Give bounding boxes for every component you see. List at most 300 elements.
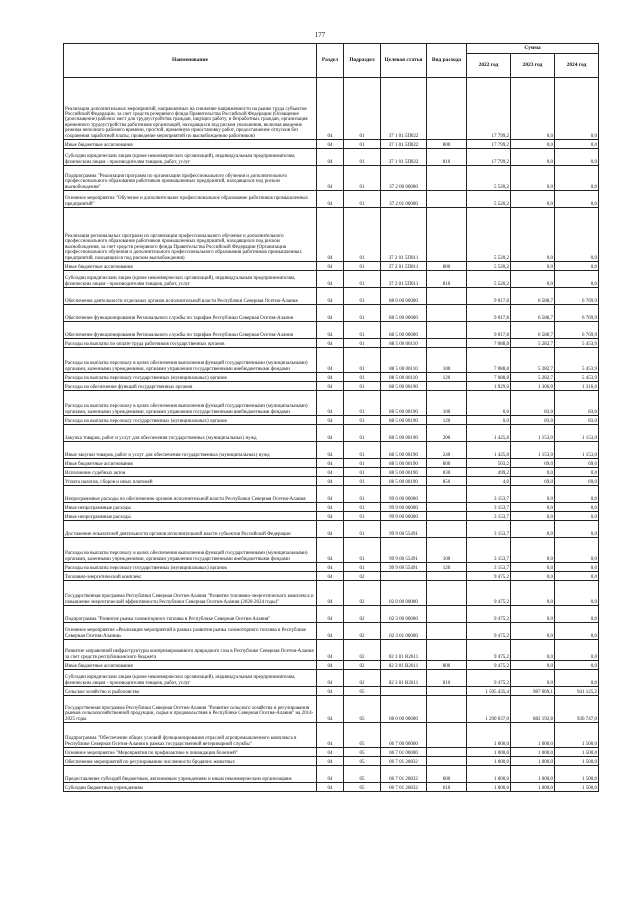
row-section: 04: [317, 696, 344, 723]
row-target: 88 5 00 00000: [381, 322, 427, 339]
row-name: Иные непрограммные расходы: [64, 503, 317, 512]
row-subsection: 02: [344, 572, 381, 581]
row-expense-type: [427, 191, 467, 208]
row-section: 04: [317, 521, 344, 538]
row-expense-type: [427, 305, 467, 322]
table-row: [64, 442, 599, 459]
row-2022: 17 799,2: [467, 78, 511, 140]
row-expense-type: 800: [427, 140, 467, 149]
row-2023: 987 669,1: [511, 687, 555, 696]
row-section: 04: [317, 783, 344, 792]
row-expense-type: [427, 486, 467, 503]
row-2022: 1 000,0: [467, 748, 511, 757]
row-section: 04: [317, 766, 344, 783]
header-target: Целевая статья: [381, 44, 427, 78]
row-subsection: 01: [344, 208, 381, 262]
row-2023: 0,0: [511, 521, 555, 538]
row-2022: 1 929,0: [467, 382, 511, 391]
row-expense-type: [427, 640, 467, 661]
row-name: Государственная программа Республики Северная Осетия-Алания "Развитие топливно-энергетического комплекса и повышение энергетической эффективности Республики Северная Осетия-Алания (2020-2024 годы)": [64, 581, 317, 606]
row-2024: 0,0: [555, 606, 599, 623]
row-target: 99 9 00 55491: [381, 521, 427, 538]
row-subsection: 01: [344, 373, 381, 382]
row-section: 04: [317, 191, 344, 208]
row-subsection: 01: [344, 442, 381, 459]
row-expense-type: 800: [427, 661, 467, 670]
table-row: [64, 373, 599, 382]
row-name: Основное мероприятие "Обучение и дополнительное профессиональное образование работников промышленных предприятий": [64, 191, 317, 208]
row-section: 04: [317, 149, 344, 166]
table-row: [64, 382, 599, 391]
row-name: Обеспечение функционирования Регионального службы по тарифам Республики Северная Осетия-Алания: [64, 322, 317, 339]
row-section: 04: [317, 748, 344, 757]
row-section: 04: [317, 757, 344, 766]
row-2023: 0,0: [511, 503, 555, 512]
row-2023: 69,0: [511, 477, 555, 486]
row-2024: 0,0: [555, 512, 599, 521]
row-2022: 499,2: [467, 468, 511, 477]
row-subsection: 05: [344, 766, 381, 783]
row-target: 37 2 00 00000: [381, 166, 427, 191]
row-2022: 1 425,8: [467, 442, 511, 459]
row-2023: 83,0: [511, 416, 555, 425]
row-2022: 1 000,0: [467, 723, 511, 748]
table-row: [64, 757, 599, 766]
row-2022: 9 017,8: [467, 322, 511, 339]
row-expense-type: 200: [427, 425, 467, 442]
table-row: [64, 623, 599, 640]
row-2023: 0,0: [511, 512, 555, 521]
table-row: [64, 572, 599, 581]
row-name: Расходы на выплаты персоналу в целях обеспечения выполнения функций государственными (муниципальными) органами, казенными учреждениями, органами управления государственными внебюджетными фондами: [64, 391, 317, 416]
table-row: [64, 521, 599, 538]
row-2024: 1 500,0: [555, 783, 599, 792]
row-name: Предоставление субсидий бюджетным, автономным учреждениям и иным некоммерческим организациям: [64, 766, 317, 783]
row-expense-type: 800: [427, 459, 467, 468]
row-2022: 1 425,8: [467, 425, 511, 442]
row-2023: 0,0: [511, 166, 555, 191]
row-name: Развитие заправочной инфраструктуры компримированного природного газа в Республике Северная Осетия-Алания за счет средств республиканского бюджета: [64, 640, 317, 661]
row-target: 06 7 01 00000: [381, 748, 427, 757]
row-2023: 6 588,7: [511, 305, 555, 322]
row-target: 37 2 01 5П011: [381, 262, 427, 271]
table-row: [64, 416, 599, 425]
row-section: 04: [317, 442, 344, 459]
row-subsection: 01: [344, 425, 381, 442]
row-expense-type: 830: [427, 468, 467, 477]
row-2024: 1 153,0: [555, 442, 599, 459]
row-subsection: 01: [344, 348, 381, 373]
row-target: [381, 572, 427, 581]
row-2022: 1 505 435,4: [467, 687, 511, 696]
row-2024: 0,0: [555, 623, 599, 640]
row-2022: 3 153,7: [467, 512, 511, 521]
row-expense-type: [427, 512, 467, 521]
row-expense-type: 120: [427, 416, 467, 425]
row-2023: 5 282,7: [511, 373, 555, 382]
header-sum: Сумма: [467, 44, 599, 54]
row-section: 04: [317, 468, 344, 477]
header-2023: 2023 год: [511, 54, 555, 78]
row-2023: 1 000,0: [511, 766, 555, 783]
table-row: [64, 391, 599, 416]
row-name: Основное мероприятие "Мероприятия по профилактике и ликвидации болезней": [64, 748, 317, 757]
row-section: 04: [317, 687, 344, 696]
row-target: 99 0 00 00000: [381, 486, 427, 503]
row-name: Реализация региональных программ по организации профессионального обучения и дополнительного профессионального образования работников промышленных предприятий, находящихся под риском высвобождения, за счет средств резервного фонда Правительства Российской Федерации (Организация профессионального обучения и дополнительного профессионального образования работников промышленных предприятий, находящихся под риском высвобождения): [64, 208, 317, 262]
row-name: Топливно-энергетический комплекс: [64, 572, 317, 581]
row-2023: 0,0: [511, 640, 555, 661]
row-target: 88 5 00 00190: [381, 416, 427, 425]
row-expense-type: [427, 748, 467, 757]
table-row: [64, 271, 599, 288]
row-2022: 17 799,2: [467, 140, 511, 149]
row-2023: 1 000,0: [511, 748, 555, 757]
row-subsection: 05: [344, 687, 381, 696]
row-2022: 5 520,2: [467, 271, 511, 288]
page-number: 177: [314, 31, 326, 39]
row-target: 88 5 00 00110: [381, 339, 427, 348]
row-subsection: 05: [344, 783, 381, 792]
row-subsection: 01: [344, 262, 381, 271]
row-2024: 69,0: [555, 459, 599, 468]
row-2024: 0,0: [555, 670, 599, 687]
row-subsection: 01: [344, 459, 381, 468]
row-expense-type: 610: [427, 783, 467, 792]
row-section: 04: [317, 623, 344, 640]
table-row: [64, 288, 599, 305]
row-section: 04: [317, 305, 344, 322]
table-row: [64, 563, 599, 572]
row-section: 04: [317, 538, 344, 563]
row-section: 04: [317, 140, 344, 149]
row-2023: 0,0: [511, 581, 555, 606]
row-2024: 6 769,9: [555, 288, 599, 305]
row-section: 04: [317, 723, 344, 748]
table-row: [64, 538, 599, 563]
row-2022: 1 000,0: [467, 757, 511, 766]
row-2022: 9 475,2: [467, 581, 511, 606]
row-2024: 0,0: [555, 486, 599, 503]
row-2022: 1 000,0: [467, 783, 511, 792]
row-target: 06 7 01 20832: [381, 757, 427, 766]
row-subsection: 05: [344, 696, 381, 723]
row-2023: 0,0: [511, 191, 555, 208]
row-target: 06 7 00 00000: [381, 723, 427, 748]
row-2023: 0,0: [511, 661, 555, 670]
table-row: [64, 425, 599, 442]
row-2024: 83,0: [555, 391, 599, 416]
row-2022: 5 520,2: [467, 262, 511, 271]
table-row: [64, 208, 599, 262]
row-2024: 69,0: [555, 477, 599, 486]
row-2024: 83,0: [555, 416, 599, 425]
row-section: 04: [317, 348, 344, 373]
row-2023: 0,0: [511, 140, 555, 149]
table-row: [64, 339, 599, 348]
row-2024: 0,0: [555, 191, 599, 208]
table-row: [64, 166, 599, 191]
row-expense-type: [427, 606, 467, 623]
row-2024: 0,0: [555, 271, 599, 288]
row-name: Сельское хозяйство и рыболовство: [64, 687, 317, 696]
row-subsection: 02: [344, 581, 381, 606]
table-row: [64, 140, 599, 149]
row-subsection: 02: [344, 623, 381, 640]
row-expense-type: 120: [427, 373, 467, 382]
header-2022: 2022 год: [467, 54, 511, 78]
row-name: Субсидии бюджетным учреждениям: [64, 783, 317, 792]
row-section: 04: [317, 581, 344, 606]
row-2022: 5 520,2: [467, 208, 511, 262]
row-subsection: 05: [344, 748, 381, 757]
row-2022: 7 088,8: [467, 339, 511, 348]
row-2023: 0,0: [511, 208, 555, 262]
row-2024: 0,0: [555, 468, 599, 477]
row-section: 04: [317, 572, 344, 581]
row-name: Основное мероприятие «Реализация мероприятий в рамках развития рынка газомоторного топлива в Республике Северная Осетия-Алания»: [64, 623, 317, 640]
row-subsection: 01: [344, 339, 381, 348]
row-2023: 6 588,7: [511, 288, 555, 305]
row-2022: 9 017,8: [467, 305, 511, 322]
row-subsection: 02: [344, 606, 381, 623]
row-2024: 0,0: [555, 208, 599, 262]
row-subsection: 01: [344, 305, 381, 322]
row-expense-type: [427, 322, 467, 339]
table-row: [64, 459, 599, 468]
row-target: 37 1 01 5П022: [381, 140, 427, 149]
row-subsection: 01: [344, 271, 381, 288]
row-target: 99 9 00 00000: [381, 503, 427, 512]
row-expense-type: 100: [427, 538, 467, 563]
row-2023: 1 000,0: [511, 757, 555, 766]
row-2024: 0,0: [555, 521, 599, 538]
row-section: 04: [317, 391, 344, 416]
row-2024: 5 453,9: [555, 339, 599, 348]
row-2022: 503,2: [467, 459, 511, 468]
table-row: [64, 723, 599, 748]
row-expense-type: [427, 208, 467, 262]
row-target: 88 5 00 00190: [381, 382, 427, 391]
row-expense-type: 100: [427, 348, 467, 373]
row-name: Субсидии юридическим лицам (кроме некоммерческих организаций), индивидуальным предпринимателям, физическим лицам - производителям товаров, работ, услуг: [64, 149, 317, 166]
row-target: 06 7 01 20832: [381, 783, 427, 792]
row-2024: 1 500,0: [555, 757, 599, 766]
row-target: 88 0 00 00000: [381, 288, 427, 305]
row-section: 04: [317, 262, 344, 271]
table-row: [64, 606, 599, 623]
row-subsection: 05: [344, 723, 381, 748]
table-body: [64, 78, 599, 792]
row-2023: 5 282,7: [511, 348, 555, 373]
row-target: [381, 687, 427, 696]
row-name: Иные бюджетные ассигнования: [64, 262, 317, 271]
row-2024: 0,0: [555, 572, 599, 581]
row-2022: 9 475,2: [467, 640, 511, 661]
row-2024: 1 316,0: [555, 382, 599, 391]
row-2024: 0,0: [555, 581, 599, 606]
row-2022: 5 520,2: [467, 191, 511, 208]
row-2024: 941 125,2: [555, 687, 599, 696]
row-expense-type: [427, 521, 467, 538]
table-row: [64, 766, 599, 783]
row-name: Расходы на выплаты персоналу государственных (муниципальных) органов: [64, 373, 317, 382]
row-2022: 1 000,0: [467, 766, 511, 783]
row-2023: 1 306,0: [511, 382, 555, 391]
row-target: 88 5 00 00110: [381, 373, 427, 382]
row-name: Подпрограмма "Обеспечение общих условий функционирования отраслей агропромышленного комплекса в Республике Северная Осетия-Алания в рамках государственной ветеринарной службы": [64, 723, 317, 748]
row-expense-type: 120: [427, 563, 467, 572]
row-name: Иные непрограммные расходы: [64, 512, 317, 521]
row-2024: 930 747,0: [555, 696, 599, 723]
row-section: 04: [317, 78, 344, 140]
row-target: 99 9 00 00000: [381, 512, 427, 521]
row-target: 88 5 00 00190: [381, 477, 427, 486]
table-row: [64, 78, 599, 140]
row-subsection: 01: [344, 78, 381, 140]
row-target: 37 1 01 5П022: [381, 78, 427, 140]
row-section: 04: [317, 339, 344, 348]
row-2022: 0,0: [467, 416, 511, 425]
header-section: Раздел: [317, 44, 344, 78]
row-2024: 6 769,9: [555, 322, 599, 339]
row-target: 02 3 01 00000: [381, 623, 427, 640]
row-subsection: 02: [344, 640, 381, 661]
row-target: 88 5 00 00000: [381, 305, 427, 322]
row-2023: 83,0: [511, 391, 555, 416]
row-2022: 4,0: [467, 477, 511, 486]
row-target: 06 7 01 20832: [381, 766, 427, 783]
row-section: 04: [317, 459, 344, 468]
row-expense-type: 600: [427, 766, 467, 783]
row-expense-type: [427, 723, 467, 748]
row-2022: 3 153,7: [467, 563, 511, 572]
row-2024: 1 500,0: [555, 748, 599, 757]
row-2022: 3 153,7: [467, 503, 511, 512]
row-target: 37 1 01 5П022: [381, 149, 427, 166]
row-expense-type: [427, 503, 467, 512]
row-2022: 17 799,2: [467, 149, 511, 166]
table-row: [64, 486, 599, 503]
row-target: 88 5 00 00190: [381, 391, 427, 416]
row-name: Расходы на выплаты персоналу в целях обеспечения выполнения функций государственными (муниципальными) органами, казенными учреждениями, органами управления государственными внебюджетными фондами: [64, 538, 317, 563]
row-expense-type: [427, 623, 467, 640]
row-2022: 9 475,2: [467, 623, 511, 640]
row-target: 88 5 00 00190: [381, 442, 427, 459]
table-row: [64, 262, 599, 271]
row-section: 04: [317, 477, 344, 486]
row-2022: 9 017,8: [467, 288, 511, 305]
row-section: 04: [317, 640, 344, 661]
table-row: [64, 348, 599, 373]
row-2024: 0,0: [555, 140, 599, 149]
row-name: Субсидии юридическим лицам (кроме некоммерческих организаций), индивидуальным предпринимателям, физическим лицам - производителям товаров, работ, услуг: [64, 670, 317, 687]
table-row: [64, 581, 599, 606]
row-target: 37 2 01 5П011: [381, 208, 427, 262]
row-name: Иные бюджетные ассигнования: [64, 661, 317, 670]
table-row: [64, 305, 599, 322]
row-2024: 0,0: [555, 563, 599, 572]
row-2023: 5 282,7: [511, 339, 555, 348]
row-subsection: 01: [344, 521, 381, 538]
table-row: [64, 661, 599, 670]
table-row: [64, 670, 599, 687]
table-row: [64, 783, 599, 792]
row-subsection: 05: [344, 757, 381, 766]
row-expense-type: [427, 288, 467, 305]
row-name: Исполнение судебных актов: [64, 468, 317, 477]
row-name: Непрограммные расходы по обеспечению органов исполнительной власти Республики Северная Осетия-Алания: [64, 486, 317, 503]
row-2023: 0,0: [511, 572, 555, 581]
row-2023: 1 000,0: [511, 783, 555, 792]
row-2024: 0,0: [555, 661, 599, 670]
row-name: Государственная программа Республики Северная Осетия-Алания "Развитие сельского хозяйства и регулирования рынков сельскохозяйственной продукции, сырья и продовольствия в Республике Северная Осетия-Алания" на 2014-2025 годы: [64, 696, 317, 723]
row-2022: 7 088,8: [467, 348, 511, 373]
row-subsection: 01: [344, 512, 381, 521]
row-target: 02 0 00 00000: [381, 581, 427, 606]
row-2024: 1 500,0: [555, 723, 599, 748]
table-row: [64, 748, 599, 757]
row-subsection: 01: [344, 468, 381, 477]
row-section: 04: [317, 166, 344, 191]
row-2023: 1 153,0: [511, 425, 555, 442]
row-expense-type: [427, 572, 467, 581]
row-2023: 0,0: [511, 623, 555, 640]
row-expense-type: [427, 581, 467, 606]
row-section: 04: [317, 563, 344, 572]
row-section: 04: [317, 503, 344, 512]
row-name: Достижение показателей деятельности органов исполнительной власти субъектов Российской Федерации: [64, 521, 317, 538]
row-expense-type: 810: [427, 670, 467, 687]
row-subsection: 01: [344, 486, 381, 503]
row-2022: 9 475,2: [467, 661, 511, 670]
budget-table: [63, 43, 599, 792]
row-section: 04: [317, 606, 344, 623]
row-name: Уплата налогов, сборов и иных платежей: [64, 477, 317, 486]
row-name: Обеспечение мероприятий по регулированию численности бродячих животных: [64, 757, 317, 766]
row-subsection: 01: [344, 416, 381, 425]
row-2023: 0,0: [511, 78, 555, 140]
table-row: [64, 503, 599, 512]
row-expense-type: [427, 687, 467, 696]
row-2023: 882 192,8: [511, 696, 555, 723]
row-target: 02 3 01 R2611: [381, 670, 427, 687]
header-name: Наименование: [64, 44, 317, 78]
row-target: 06 0 00 00000: [381, 696, 427, 723]
header-2024: 2024 год: [555, 54, 599, 78]
row-expense-type: 800: [427, 262, 467, 271]
row-2022: 7 088,8: [467, 373, 511, 382]
row-2022: 3 153,7: [467, 538, 511, 563]
row-target: 37 2 01 00000: [381, 191, 427, 208]
row-subsection: 01: [344, 563, 381, 572]
row-2023: 1 000,0: [511, 723, 555, 748]
row-target: 02 3 00 00000: [381, 606, 427, 623]
row-name: Расходы на выплаты персоналу государственных (муниципальных) органов: [64, 416, 317, 425]
row-expense-type: 100: [427, 391, 467, 416]
table-row: [64, 191, 599, 208]
row-name: Подпрограмма "Реализация программ по организации профессионального обучения и дополнительного профессионального образования работников промышленных предприятий, находящихся под риском высвобождения": [64, 166, 317, 191]
row-expense-type: [427, 757, 467, 766]
row-target: 88 5 00 00190: [381, 459, 427, 468]
row-2023: 0,0: [511, 149, 555, 166]
row-2022: 9 475,2: [467, 606, 511, 623]
table-row: [64, 477, 599, 486]
row-target: 88 5 00 00110: [381, 348, 427, 373]
row-expense-type: 810: [427, 271, 467, 288]
row-section: 04: [317, 208, 344, 262]
row-section: 04: [317, 661, 344, 670]
